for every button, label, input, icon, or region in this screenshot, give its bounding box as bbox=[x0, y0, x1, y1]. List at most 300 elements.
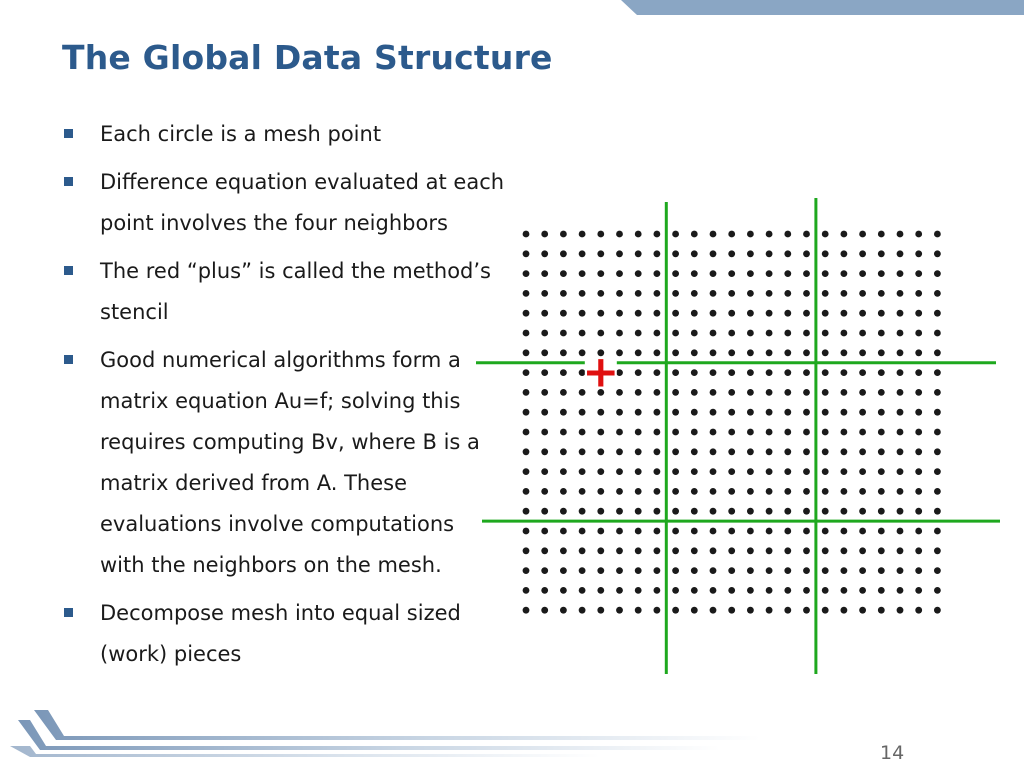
mesh-point bbox=[541, 389, 548, 396]
mesh-point bbox=[728, 429, 735, 436]
mesh-point bbox=[915, 369, 922, 376]
mesh-point bbox=[803, 547, 810, 554]
mesh-point bbox=[766, 270, 773, 277]
mesh-point bbox=[691, 369, 698, 376]
mesh-point bbox=[803, 270, 810, 277]
mesh-point bbox=[915, 567, 922, 574]
mesh-point bbox=[747, 468, 754, 475]
mesh-point bbox=[579, 528, 586, 535]
mesh-point bbox=[541, 508, 548, 515]
mesh-point bbox=[541, 488, 548, 495]
mesh-point bbox=[878, 547, 885, 554]
mesh-point bbox=[541, 250, 548, 257]
mesh-point bbox=[560, 310, 567, 317]
mesh-point bbox=[803, 448, 810, 455]
mesh-point bbox=[672, 369, 679, 376]
mesh-point bbox=[934, 409, 941, 416]
mesh-point bbox=[579, 468, 586, 475]
mesh-point bbox=[728, 369, 735, 376]
mesh-point bbox=[859, 567, 866, 574]
mesh-point bbox=[710, 607, 717, 614]
mesh-point bbox=[897, 429, 904, 436]
mesh-point bbox=[560, 587, 567, 594]
mesh-point bbox=[635, 231, 642, 238]
mesh-point bbox=[691, 587, 698, 594]
mesh-point bbox=[841, 270, 848, 277]
mesh-point bbox=[747, 250, 754, 257]
mesh-point bbox=[597, 468, 604, 475]
mesh-point bbox=[728, 528, 735, 535]
mesh-point bbox=[915, 429, 922, 436]
mesh-point bbox=[822, 349, 829, 356]
mesh-point bbox=[597, 587, 604, 594]
mesh-point bbox=[747, 587, 754, 594]
mesh-point bbox=[635, 389, 642, 396]
mesh-point bbox=[691, 290, 698, 297]
mesh-point bbox=[672, 468, 679, 475]
mesh-point bbox=[859, 468, 866, 475]
mesh-point bbox=[579, 231, 586, 238]
mesh-point bbox=[654, 429, 661, 436]
mesh-point bbox=[616, 587, 623, 594]
mesh-point bbox=[635, 607, 642, 614]
mesh-point bbox=[878, 607, 885, 614]
stencil-plus-icon: + bbox=[582, 346, 620, 398]
mesh-point bbox=[728, 448, 735, 455]
mesh-point bbox=[579, 310, 586, 317]
mesh-point bbox=[859, 231, 866, 238]
mesh-point bbox=[841, 488, 848, 495]
mesh-point bbox=[560, 448, 567, 455]
mesh-point bbox=[747, 231, 754, 238]
mesh-point bbox=[859, 508, 866, 515]
mesh-point bbox=[915, 290, 922, 297]
mesh-point bbox=[691, 330, 698, 337]
mesh-point bbox=[822, 528, 829, 535]
bullet-item bbox=[60, 114, 505, 155]
mesh-point bbox=[784, 270, 791, 277]
mesh-point bbox=[579, 547, 586, 554]
mesh-point bbox=[747, 330, 754, 337]
mesh-point bbox=[915, 508, 922, 515]
mesh-point bbox=[672, 448, 679, 455]
mesh-point bbox=[597, 448, 604, 455]
mesh-point bbox=[784, 290, 791, 297]
mesh-point bbox=[616, 488, 623, 495]
mesh-point bbox=[523, 330, 530, 337]
mesh-point bbox=[822, 468, 829, 475]
mesh-point bbox=[897, 349, 904, 356]
mesh-point bbox=[579, 429, 586, 436]
mesh-point bbox=[672, 607, 679, 614]
mesh-point bbox=[859, 607, 866, 614]
mesh-point bbox=[635, 349, 642, 356]
mesh-point bbox=[710, 330, 717, 337]
mesh-point bbox=[728, 349, 735, 356]
mesh-point bbox=[878, 448, 885, 455]
mesh-point bbox=[616, 330, 623, 337]
mesh-point bbox=[766, 409, 773, 416]
mesh-point bbox=[897, 468, 904, 475]
mesh-point bbox=[897, 290, 904, 297]
mesh-point bbox=[822, 310, 829, 317]
bullet-square-icon bbox=[64, 608, 73, 617]
mesh-point bbox=[803, 468, 810, 475]
mesh-point bbox=[560, 429, 567, 436]
mesh-point bbox=[597, 429, 604, 436]
mesh-point bbox=[654, 587, 661, 594]
mesh-point bbox=[897, 508, 904, 515]
mesh-point bbox=[766, 587, 773, 594]
mesh-point bbox=[616, 567, 623, 574]
mesh-point bbox=[897, 547, 904, 554]
mesh-point bbox=[897, 607, 904, 614]
mesh-point bbox=[766, 330, 773, 337]
mesh-point bbox=[523, 607, 530, 614]
mesh-point bbox=[616, 468, 623, 475]
mesh-point bbox=[560, 349, 567, 356]
mesh-point bbox=[710, 528, 717, 535]
mesh-point bbox=[728, 330, 735, 337]
mesh-point bbox=[728, 389, 735, 396]
mesh-point bbox=[934, 429, 941, 436]
mesh-point bbox=[616, 310, 623, 317]
mesh-point bbox=[523, 547, 530, 554]
mesh-point bbox=[691, 547, 698, 554]
mesh-point bbox=[822, 330, 829, 337]
mesh-point bbox=[560, 270, 567, 277]
mesh-point bbox=[560, 468, 567, 475]
mesh-point bbox=[635, 270, 642, 277]
mesh-point bbox=[672, 429, 679, 436]
mesh-point bbox=[672, 587, 679, 594]
mesh-point bbox=[841, 547, 848, 554]
mesh-point bbox=[803, 587, 810, 594]
mesh-point bbox=[934, 349, 941, 356]
mesh-point bbox=[747, 349, 754, 356]
mesh-point bbox=[841, 250, 848, 257]
mesh-point bbox=[560, 330, 567, 337]
mesh-point bbox=[635, 429, 642, 436]
bullet-square-icon bbox=[64, 129, 73, 138]
bullet-text: Good numerical algorithms form a matrix equation Au=f; solving this requires computing Bv, where B is a matrix derived from A. These evaluations involve computations with the neighbors on the mesh. bbox=[100, 348, 480, 577]
mesh-point bbox=[915, 587, 922, 594]
mesh-point bbox=[654, 468, 661, 475]
mesh-point bbox=[672, 389, 679, 396]
mesh-point bbox=[541, 330, 548, 337]
mesh-point bbox=[710, 429, 717, 436]
mesh-point bbox=[747, 488, 754, 495]
mesh-point bbox=[934, 369, 941, 376]
mesh-point bbox=[859, 330, 866, 337]
mesh-point bbox=[784, 508, 791, 515]
mesh-point bbox=[841, 389, 848, 396]
mesh-point bbox=[579, 250, 586, 257]
mesh-point bbox=[523, 448, 530, 455]
mesh-diagram bbox=[470, 190, 1010, 690]
mesh-point bbox=[635, 409, 642, 416]
mesh-point bbox=[841, 448, 848, 455]
mesh-point bbox=[784, 488, 791, 495]
mesh-point bbox=[597, 488, 604, 495]
mesh-point bbox=[691, 488, 698, 495]
mesh-point bbox=[766, 310, 773, 317]
mesh-point bbox=[579, 409, 586, 416]
mesh-point bbox=[710, 547, 717, 554]
mesh-point bbox=[541, 567, 548, 574]
mesh-point bbox=[766, 468, 773, 475]
mesh-point bbox=[710, 468, 717, 475]
mesh-point bbox=[878, 290, 885, 297]
mesh-point bbox=[579, 270, 586, 277]
mesh-point bbox=[672, 528, 679, 535]
mesh-point bbox=[728, 587, 735, 594]
mesh-point bbox=[747, 429, 754, 436]
mesh-point bbox=[841, 369, 848, 376]
mesh-point bbox=[541, 231, 548, 238]
mesh-point bbox=[841, 429, 848, 436]
mesh-point bbox=[803, 607, 810, 614]
mesh-point bbox=[616, 607, 623, 614]
mesh-point bbox=[841, 587, 848, 594]
mesh-point bbox=[934, 290, 941, 297]
mesh-point bbox=[728, 567, 735, 574]
mesh-point bbox=[934, 488, 941, 495]
mesh-point bbox=[803, 369, 810, 376]
mesh-point bbox=[635, 468, 642, 475]
mesh-point bbox=[897, 567, 904, 574]
mesh-point bbox=[747, 547, 754, 554]
mesh-point bbox=[579, 330, 586, 337]
mesh-point bbox=[934, 250, 941, 257]
mesh-point bbox=[672, 409, 679, 416]
mesh-point bbox=[934, 547, 941, 554]
mesh-point bbox=[691, 409, 698, 416]
bullet-square-icon bbox=[64, 177, 73, 186]
mesh-point bbox=[710, 448, 717, 455]
mesh-point bbox=[878, 429, 885, 436]
mesh-point bbox=[654, 270, 661, 277]
mesh-point bbox=[859, 448, 866, 455]
mesh-point bbox=[560, 409, 567, 416]
mesh-point bbox=[597, 607, 604, 614]
mesh-point bbox=[579, 488, 586, 495]
mesh-point bbox=[560, 607, 567, 614]
mesh-point bbox=[859, 409, 866, 416]
mesh-point bbox=[897, 389, 904, 396]
mesh-point bbox=[747, 310, 754, 317]
mesh-point bbox=[523, 270, 530, 277]
mesh-point bbox=[523, 508, 530, 515]
mesh-point bbox=[710, 270, 717, 277]
mesh-point bbox=[616, 547, 623, 554]
mesh-point bbox=[915, 488, 922, 495]
mesh-point bbox=[747, 567, 754, 574]
mesh-point bbox=[616, 409, 623, 416]
mesh-point bbox=[597, 409, 604, 416]
mesh-point bbox=[616, 429, 623, 436]
mesh-point bbox=[878, 310, 885, 317]
mesh-point bbox=[784, 369, 791, 376]
mesh-point bbox=[523, 468, 530, 475]
mesh-point bbox=[878, 231, 885, 238]
mesh-point bbox=[803, 231, 810, 238]
mesh-point bbox=[672, 270, 679, 277]
mesh-point bbox=[934, 310, 941, 317]
mesh-point bbox=[672, 547, 679, 554]
mesh-point bbox=[654, 488, 661, 495]
mesh-point bbox=[597, 508, 604, 515]
mesh-point bbox=[897, 448, 904, 455]
mesh-point bbox=[635, 369, 642, 376]
mesh-point bbox=[897, 231, 904, 238]
mesh-point bbox=[747, 508, 754, 515]
mesh-point bbox=[579, 448, 586, 455]
mesh-point bbox=[597, 231, 604, 238]
page-number: 14 bbox=[880, 742, 905, 764]
mesh-point bbox=[841, 468, 848, 475]
mesh-point bbox=[691, 270, 698, 277]
mesh-point bbox=[859, 270, 866, 277]
mesh-point bbox=[803, 310, 810, 317]
mesh-point bbox=[822, 567, 829, 574]
mesh-point bbox=[597, 290, 604, 297]
mesh-point bbox=[579, 587, 586, 594]
mesh-point bbox=[822, 547, 829, 554]
mesh-point bbox=[597, 250, 604, 257]
mesh-point bbox=[672, 250, 679, 257]
mesh-point bbox=[710, 409, 717, 416]
mesh-point bbox=[822, 587, 829, 594]
mesh-point bbox=[897, 250, 904, 257]
mesh-point bbox=[691, 250, 698, 257]
mesh-point bbox=[523, 369, 530, 376]
mesh-point bbox=[541, 607, 548, 614]
mesh-point bbox=[766, 508, 773, 515]
mesh-point bbox=[616, 448, 623, 455]
mesh-point bbox=[766, 528, 773, 535]
mesh-point bbox=[523, 349, 530, 356]
mesh-point bbox=[635, 528, 642, 535]
mesh-point bbox=[672, 508, 679, 515]
mesh-point bbox=[897, 330, 904, 337]
bullet-item bbox=[60, 251, 505, 333]
mesh-point bbox=[728, 508, 735, 515]
mesh-point bbox=[784, 547, 791, 554]
mesh-point bbox=[784, 528, 791, 535]
mesh-point bbox=[766, 389, 773, 396]
mesh-point bbox=[560, 508, 567, 515]
mesh-point bbox=[934, 528, 941, 535]
mesh-point bbox=[878, 468, 885, 475]
mesh-point bbox=[915, 547, 922, 554]
mesh-point bbox=[728, 547, 735, 554]
mesh-point bbox=[859, 547, 866, 554]
mesh-point bbox=[523, 409, 530, 416]
mesh-point bbox=[579, 508, 586, 515]
mesh-point bbox=[523, 429, 530, 436]
mesh-point bbox=[766, 547, 773, 554]
mesh-point bbox=[934, 389, 941, 396]
mesh-point bbox=[878, 488, 885, 495]
bullet-item bbox=[60, 162, 505, 244]
mesh-point bbox=[897, 409, 904, 416]
mesh-point bbox=[822, 409, 829, 416]
mesh-point bbox=[766, 488, 773, 495]
footer-swoosh-decoration bbox=[0, 706, 1024, 768]
mesh-point bbox=[841, 607, 848, 614]
mesh-point bbox=[859, 488, 866, 495]
mesh-point bbox=[859, 310, 866, 317]
slide-title: The Global Data Structure bbox=[62, 38, 553, 77]
mesh-point bbox=[672, 310, 679, 317]
mesh-point bbox=[784, 389, 791, 396]
mesh-point bbox=[616, 250, 623, 257]
mesh-point bbox=[616, 270, 623, 277]
mesh-point bbox=[710, 488, 717, 495]
mesh-point bbox=[672, 290, 679, 297]
mesh-point bbox=[803, 488, 810, 495]
mesh-point bbox=[878, 587, 885, 594]
bullet-square-icon bbox=[64, 266, 73, 275]
mesh-point bbox=[560, 250, 567, 257]
mesh-point bbox=[523, 310, 530, 317]
mesh-point bbox=[915, 468, 922, 475]
mesh-point bbox=[747, 270, 754, 277]
mesh-point bbox=[672, 231, 679, 238]
mesh-point bbox=[541, 290, 548, 297]
mesh-point bbox=[841, 567, 848, 574]
mesh-point bbox=[523, 528, 530, 535]
mesh-point bbox=[710, 389, 717, 396]
mesh-point bbox=[672, 488, 679, 495]
mesh-point bbox=[878, 389, 885, 396]
mesh-point bbox=[915, 310, 922, 317]
mesh-point bbox=[878, 567, 885, 574]
mesh-point bbox=[915, 330, 922, 337]
mesh-point bbox=[654, 369, 661, 376]
mesh-point bbox=[541, 547, 548, 554]
mesh-point bbox=[934, 270, 941, 277]
mesh-point bbox=[934, 567, 941, 574]
mesh-point bbox=[747, 389, 754, 396]
mesh-point bbox=[784, 607, 791, 614]
mesh-point bbox=[691, 528, 698, 535]
mesh-point bbox=[897, 528, 904, 535]
mesh-point bbox=[541, 409, 548, 416]
mesh-point bbox=[766, 369, 773, 376]
mesh-point bbox=[841, 290, 848, 297]
mesh-point bbox=[784, 468, 791, 475]
mesh-point bbox=[766, 290, 773, 297]
mesh-point bbox=[822, 488, 829, 495]
mesh-point bbox=[728, 468, 735, 475]
mesh-point bbox=[915, 607, 922, 614]
mesh-point bbox=[766, 429, 773, 436]
mesh-point bbox=[654, 330, 661, 337]
mesh-point bbox=[841, 409, 848, 416]
mesh-point bbox=[822, 270, 829, 277]
mesh-point bbox=[635, 250, 642, 257]
mesh-point bbox=[841, 310, 848, 317]
mesh-point bbox=[878, 349, 885, 356]
mesh-point bbox=[560, 567, 567, 574]
mesh-point bbox=[710, 310, 717, 317]
mesh-point bbox=[560, 231, 567, 238]
mesh-point bbox=[728, 290, 735, 297]
mesh-point bbox=[635, 488, 642, 495]
mesh-point bbox=[878, 330, 885, 337]
